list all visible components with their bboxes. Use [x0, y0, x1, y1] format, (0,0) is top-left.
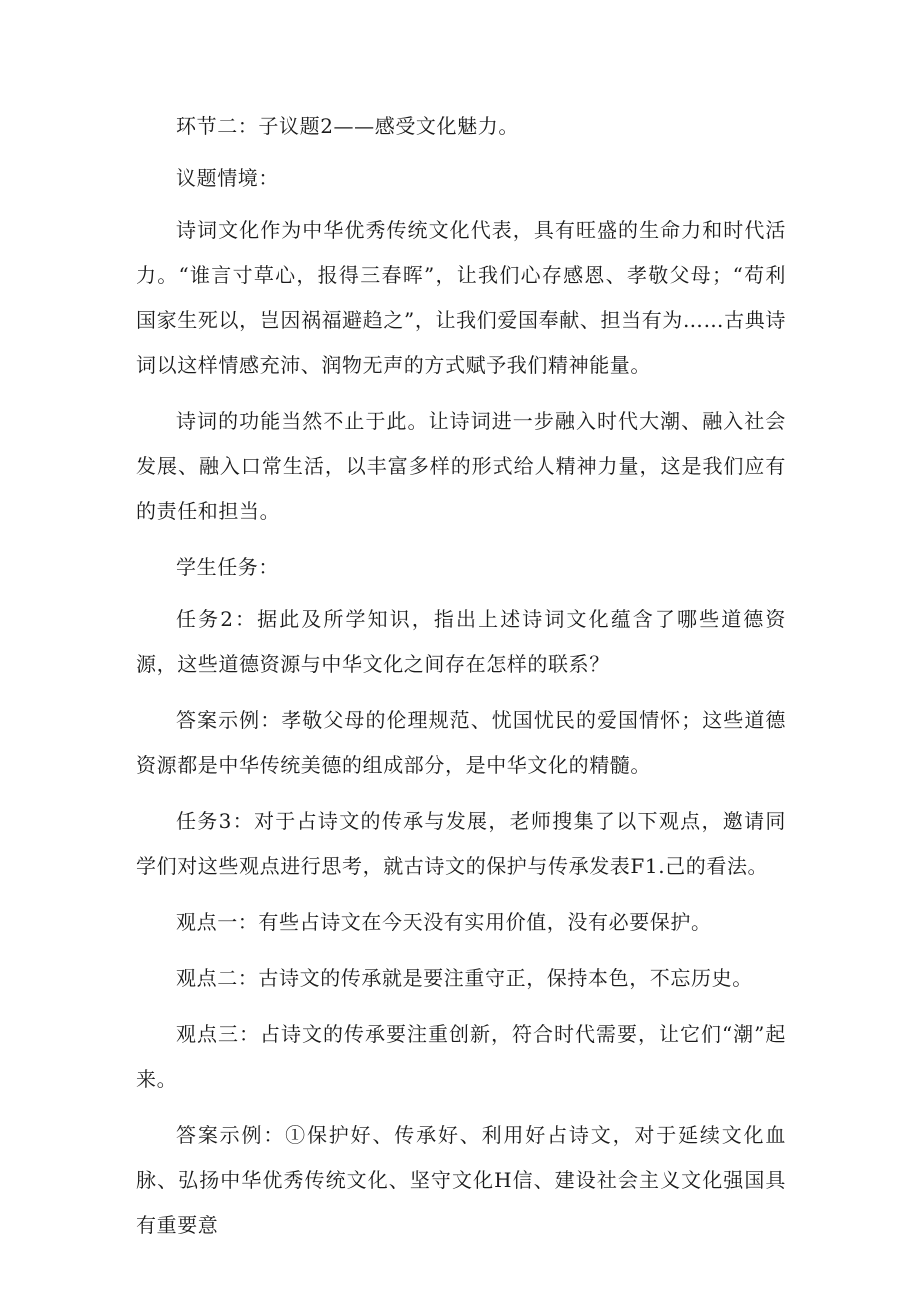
document-body: [136, 104, 786, 1259]
answer-2: 答案示例：孝敬父母的伦理规范、忧国忧民的爱国情怀；这些道德资源都是中华传统美德的组成部分，是中华文化的精髓。: [136, 708, 786, 777]
situation-paragraph-2: 诗词的功能当然不止于此。让诗词进一步融入时代大潮、融入社会发展、融入口常生活，以丰富多样的形式给人精神力量，这是我们应有的责任和担当。: [136, 409, 786, 523]
viewpoint-3: 观点三：占诗文的传承要注重创新，符合时代需要，让它们“潮”起来。: [136, 1022, 786, 1091]
section-title: 环节二：子议题2——感受文化魅力。: [176, 114, 519, 138]
task-2: 任务2：据此及所学知识，指出上述诗词文化蕴含了哪些道德资源，这些道德资源与中华文化之间存在怎样的联系？: [136, 607, 786, 676]
viewpoint-1: 观点一：有些占诗文在今天没有实用价值，没有必要保护。: [176, 910, 712, 934]
task-label: 学生任务：: [176, 555, 279, 579]
answer-3: 答案示例：①保护好、传承好、利用好占诗文，对于延续文化血脉、弘扬中华优秀传统文化、坚守文化H信、建设社会主义文化强国具有重要意: [136, 1123, 786, 1237]
viewpoint-2: 观点二：古诗文的传承就是要注重守正，保持本色，不忘历史。: [176, 966, 753, 990]
task-3: 任务3：对于占诗文的传承与发展，老师搜集了以下观点，邀请同学们对这些观点进行思考，就古诗文的保护与传承发表F1.己的看法。: [136, 809, 786, 878]
situation-paragraph-1: 诗词文化作为中华优秀传统文化代表，具有旺盛的生命力和时代活力。“谁言寸草心，报得三春晖”，让我们心存感恩、孝敬父母；“苟利国家生死以，岂因祸福避趋之”，让我们爱国奉献、担当有为……古典诗词以这样情感充沛、润物无声的方式赋予我们精神能量。: [136, 218, 786, 377]
situation-label: 议题情境：: [176, 166, 279, 190]
